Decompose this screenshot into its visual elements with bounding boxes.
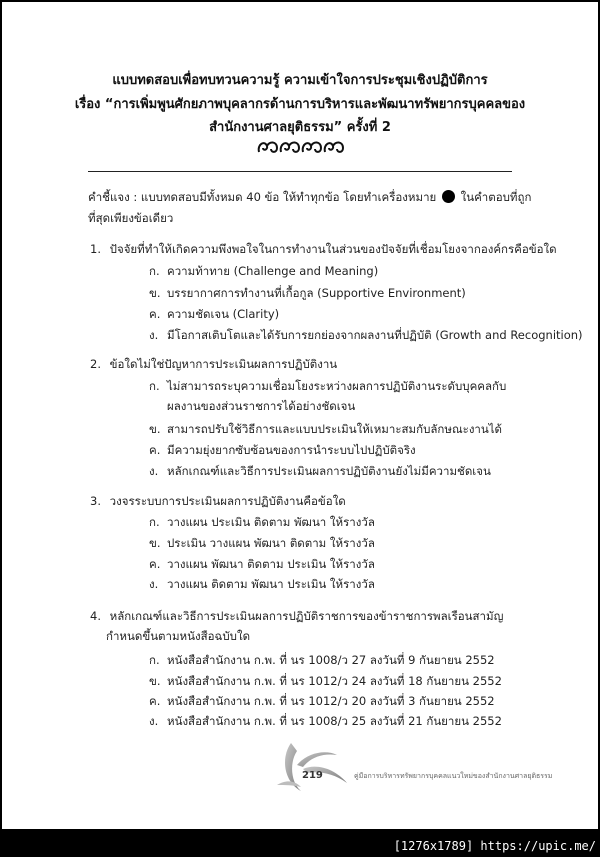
option-2c[interactable] [149,440,416,460]
option-1d[interactable] [149,325,583,345]
option-label: ข. [149,286,161,300]
option-3b[interactable] [149,533,375,553]
option-text: มีความยุ่งยากซับซ้อนของการนำระบบไปปฏิบัติจริง [167,443,416,457]
option-text: หนังสือสำนักงาน ก.พ. ที่ นร 1012/ว 24 ลงวันที่ 18 กันยายน 2552 [167,674,502,688]
option-label: ง. [149,464,159,478]
option-label: ข. [149,422,161,436]
question-number: 4. [90,609,101,623]
question-4 [90,606,503,646]
page-number: 219 [302,770,323,781]
option-label: ค. [149,443,161,457]
option-label: ก. [149,653,160,667]
option-3d[interactable] [149,574,375,594]
option-label: ข. [149,674,161,688]
thai-ornament-icon [255,138,345,156]
question-text: วงจรระบบการประเมินผลการปฏิบัติงานคือข้อใด [109,494,346,508]
option-label: ก. [149,379,160,393]
option-text-continued: ผลงานของส่วนราชการได้อย่างชัดเจน [167,399,356,413]
option-label: ง. [149,714,159,728]
question-text: ปัจจัยที่ทำให้เกิดความพึงพอใจในการทำงานในส่วนของปัจจัยที่เชื่อมโยงจากองค์กรคือข้อใด [109,242,557,256]
title-line-2: เรื่อง “การเพิ่มพูนศักยภาพบุคลากรด้านการบริหารและพัฒนาทรัพยากรบุคคลของ [74,97,526,112]
option-text: หนังสือสำนักงาน ก.พ. ที่ นร 1008/ว 25 ลงวันที่ 21 กันยายน 2552 [167,714,502,728]
option-4d[interactable] [149,711,502,731]
question-number: 2. [90,357,101,371]
option-1a[interactable] [149,261,378,281]
option-3a[interactable] [149,512,375,532]
question-text: หลักเกณฑ์และวิธีการประเมินผลการปฏิบัติราชการของข้าราชการพลเรือนสามัญ [109,609,504,623]
option-label: ค. [149,694,161,708]
title-line-1: แบบทดสอบเพื่อทบทวนความรู้ ความเข้าใจการประชุมเชิงปฏิบัติการ [112,73,488,88]
option-label: ข. [149,536,161,550]
question-3 [90,491,346,511]
option-text: สามารถปรับใช้วิธีการและแบบประเมินให้เหมาะสมกับลักษณะงานได้ [167,422,503,436]
filled-circle-icon [442,190,455,203]
question-1 [90,239,557,259]
question-text: ข้อใดไม่ใช่ปัญหาการประเมินผลการปฏิบัติงาน [109,357,338,371]
option-text: ประเมิน วางแผน พัฒนา ติดตาม ให้รางวัล [167,536,375,550]
option-2b[interactable] [149,419,502,439]
option-text: หลักเกณฑ์และวิธีการประเมินผลการปฏิบัติงานยังไม่มีความชัดเจน [167,464,491,478]
horizontal-rule [88,171,512,172]
instructions-text-after: ในคำตอบที่ถูก [460,190,532,204]
option-label: ค. [149,307,161,321]
option-2a[interactable] [149,376,506,416]
option-text: ความท้าทาย (Challenge and Meaning) [167,264,379,278]
option-text: วางแผน ติดตาม พัฒนา ประเมิน ให้รางวัล [167,577,375,591]
option-label: ง. [149,328,159,342]
option-1b[interactable] [149,283,466,303]
option-text: วางแผน พัฒนา ติดตาม ประเมิน ให้รางวัล [167,557,375,571]
option-4a[interactable] [149,650,495,670]
document-page [2,2,598,829]
title-line-3: สำนักงานศาลยุติธรรม” ครั้งที่ 2 [209,120,391,135]
option-3c[interactable] [149,554,375,574]
option-label: ค. [149,557,161,571]
instructions-text-before: คำชี้แจง : แบบทดสอบมีทั้งหมด 40 ข้อ ให้ทำทุกข้อ โดยทำเครื่องหมาย [88,190,437,204]
image-watermark: [1276x1789] https://upic.me/ [393,839,596,853]
option-text: ความชัดเจน (Clarity) [167,307,280,321]
option-4b[interactable] [149,671,502,691]
instructions-line-1 [88,187,531,207]
option-2d[interactable] [149,461,491,481]
option-text: ไม่สามารถระบุความเชื่อมโยงระหว่างผลการปฏิบัติงานระดับบุคคลกับ [167,379,507,393]
instructions-line-2: ที่สุดเพียงข้อเดียว [88,211,174,225]
option-label: ก. [149,515,160,529]
option-text: วางแผน ประเมิน ติดตาม พัฒนา ให้รางวัล [167,515,375,529]
question-number: 1. [90,242,101,256]
option-text: บรรยากาศการทำงานที่เกื้อกูล (Supportive Environment) [167,286,466,300]
footer-book-title: คู่มือการบริหารทรัพยากรบุคคลแนวใหม่ของสำนักงานศาลยุติธรรม [354,772,553,780]
option-label: ก. [149,264,160,278]
option-1c[interactable] [149,304,279,324]
option-text: หนังสือสำนักงาน ก.พ. ที่ นร 1012/ว 20 ลงวันที่ 3 กันยายน 2552 [167,694,495,708]
ornament-divider [2,137,598,161]
option-text: มีโอกาสเติบโตและได้รับการยกย่องจากผลงานที่ปฏิบัติ (Growth and Recognition) [167,328,583,342]
option-4c[interactable] [149,691,495,711]
question-number: 3. [90,494,101,508]
option-label: ง. [149,577,159,591]
question-text-continued: กำหนดขึ้นตามหนังสือฉบับใด [106,629,251,643]
option-text: หนังสือสำนักงาน ก.พ. ที่ นร 1008/ว 27 ลงวันที่ 9 กันยายน 2552 [167,653,495,667]
swirl-leaf-logo-icon [277,739,357,799]
question-2 [90,354,337,374]
